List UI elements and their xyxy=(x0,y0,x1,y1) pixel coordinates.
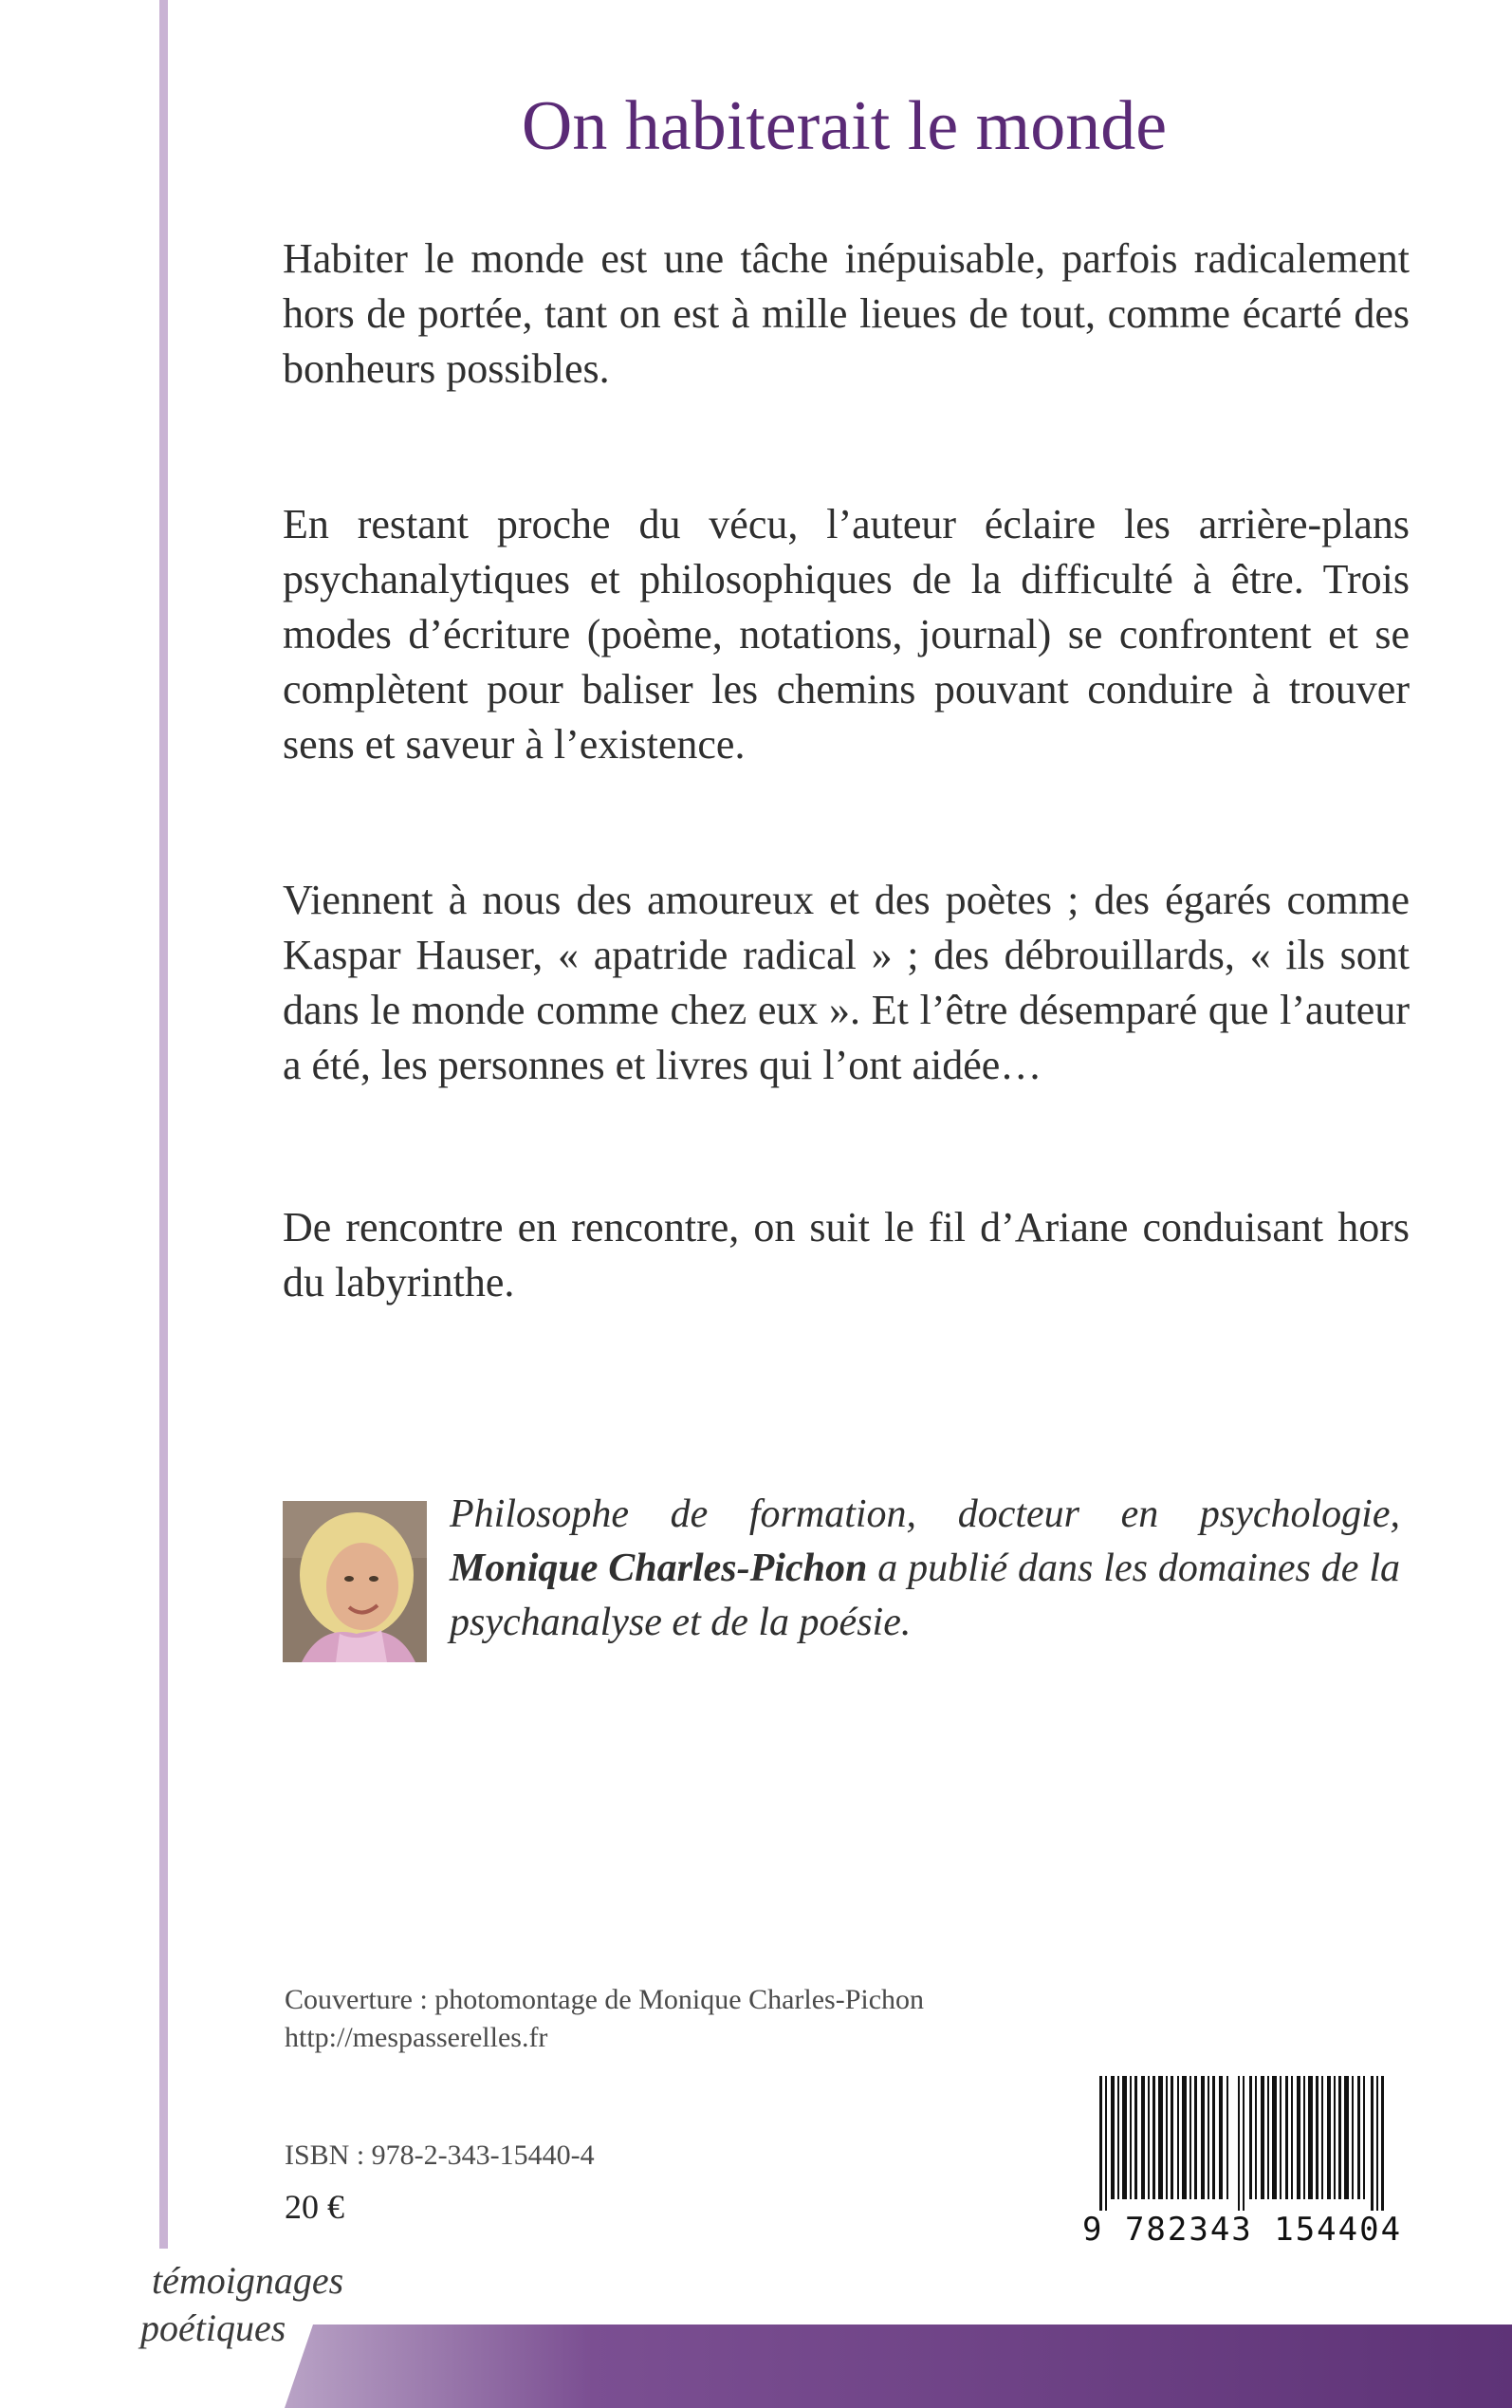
cover-credits xyxy=(285,1981,924,2057)
isbn-number: ISBN : 978-2-343-15440-4 xyxy=(285,2139,595,2171)
author-biography xyxy=(450,1488,1400,1650)
blurb-paragraph-2: En restant proche du vécu, l’auteur éclaire les arrière-plans psychanalytiques et philosophiques de la difficulté à être. Trois modes d’écriture (poème, notations, journal) se confrontent et se complètent pour baliser les chemins pouvant conduire à trouver sens et saveur à l’existence. xyxy=(283,501,1410,768)
author-bio-rest: a publié dans les domaines de la psychanalyse et de la poésie. xyxy=(450,1547,1400,1644)
collection-name-line-2: poétiques xyxy=(140,2306,286,2349)
cover-credit-line: Couverture : photomontage de Monique Charles-Pichon xyxy=(285,1984,925,2015)
bottom-color-band xyxy=(0,2325,1512,2408)
author-website-url: http://mespasserelles.fr xyxy=(285,2022,548,2053)
blurb-paragraph-3: Viennent à nous des amoureux et des poètes ; des égarés comme Kaspar Hauser, « apatride radical » ; des débrouillards, « ils sont dans le monde comme chez eux ». Et l’être désemparé que l’auteur a été, les personnes et livres qui l’ont aidée… xyxy=(283,877,1410,1088)
barcode-digits: 9 782343 154404 xyxy=(1082,2211,1403,2249)
bottom-band-shape xyxy=(0,2325,1512,2408)
isbn-barcode xyxy=(1082,2068,1403,2253)
blurb-paragraph-1: Habiter le monde est une tâche inépuisable, parfois radicalement hors de portée, tant on est à mille lieues de tout, comme écarté des bonheurs possibles. xyxy=(283,235,1410,392)
author-photo xyxy=(283,1501,427,1662)
book-price: 20 € xyxy=(285,2188,344,2226)
author-portrait-image xyxy=(283,1501,427,1662)
collection-name-line-1: témoignages xyxy=(152,2259,344,2302)
book-title: On habiterait le monde xyxy=(521,87,1168,165)
author-bio-intro: Philosophe de formation, docteur en psychologie, xyxy=(450,1492,1400,1536)
author-name: Monique Charles-Pichon xyxy=(450,1547,868,1590)
barcode-bars xyxy=(1099,2076,1384,2211)
left-decorative-stripe xyxy=(159,0,168,2249)
blurb-paragraph-4: De rencontre en rencontre, on suit le fil d’Ariane conduisant hors du labyrinthe. xyxy=(283,1204,1410,1306)
